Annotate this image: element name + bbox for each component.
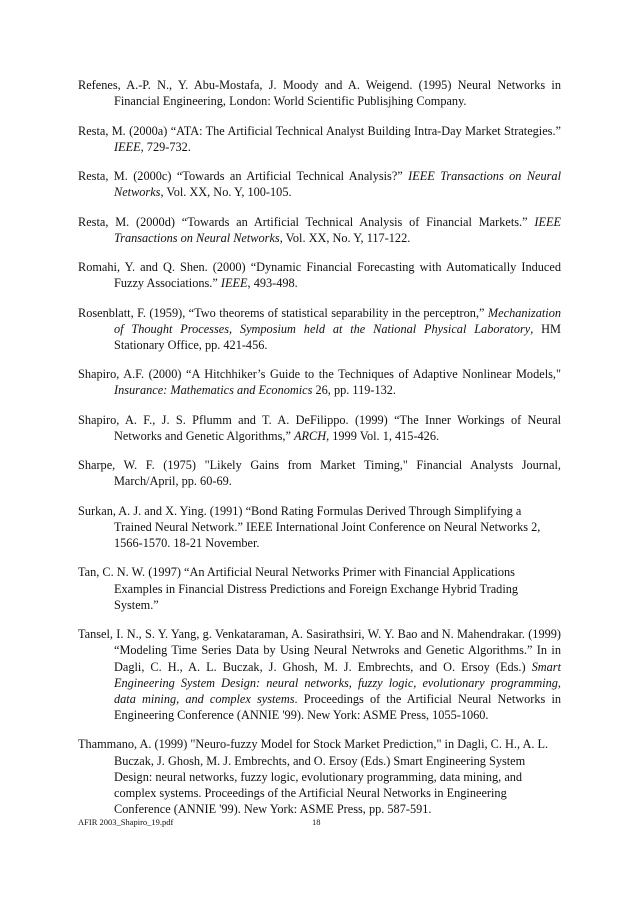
journal-title: IEEE xyxy=(220,276,248,291)
footer-filename: AFIR 2003_Shapiro_19.pdf xyxy=(78,817,174,827)
journal-title: IEEE xyxy=(114,139,141,154)
reference-entry: Surkan, A. J. and X. Ying. (1991) “Bond Rating Formulas Derived Through Simplifying a Trained Neural Network.” IEEE International Joint Conference on Neural Networks 2, 1566-1570. 18-21 November. xyxy=(78,503,541,551)
journal-title: IEEE Transactions on Neural Networks xyxy=(114,214,561,245)
reference-entry: Resta, M. (2000a) “ATA: The Artificial Technical Analyst Building Intra-Day Market Strategies.” IEEE, 729-732. xyxy=(78,123,561,154)
book-title: Smart Engineering System Design: neural networks, fuzzy logic, evolutionary programming, data mining, and complex systems xyxy=(114,659,561,706)
reference-entry: Rosenblatt, F. (1959), “Two theorems of statistical separability in the perceptron,” Mechanization of Thought Processes, Symposium held at the National Physical Laboratory, HM Stationary Office, pp. 421-456. xyxy=(78,305,561,352)
reference-entry: Romahi, Y. and Q. Shen. (2000) “Dynamic Financial Forecasting with Automatically Induced Fuzzy Associations.” IEEE, 493-498. xyxy=(78,260,561,291)
reference-entry: Sharpe, W. F. (1975) "Likely Gains from Market Timing," Financial Analysts Journal, March/April, pp. 60-69. xyxy=(78,458,561,489)
journal-title: IEEE Transactions on Neural Networks xyxy=(114,169,561,200)
reference-entry: Refenes, A.-P. N., Y. Abu-Mostafa, J. Moody and A. Weigend. (1995) Neural Networks in Financial Engineering, London: World Scientific Publisjhing Company. xyxy=(78,78,561,109)
reference-entry: Shapiro, A. F., J. S. Pflumm and T. A. DeFilippo. (1999) “The Inner Workings of Neural Networks and Genetic Algorithms,” ARCH, 1999 Vol. 1, 415-426. xyxy=(78,412,561,443)
reference-entry: Thammano, A. (1999) "Neuro-fuzzy Model for Stock Market Prediction," in Dagli, C. H., A. L. Buczak, J. Ghosh, M. J. Embrechts, and O. Ersoy (Eds.) Smart Engineering System Design: neural networks, fuzzy logic, evolutionary programming, data mining, and complex systems. Proceedings of the Artificial Neural Networks in Engineering Conference (ANNIE '99). New York: ASME Press, pp. 587-591. xyxy=(78,737,549,817)
reference-list xyxy=(78,77,561,831)
reference-entry: Resta, M. (2000c) “Towards an Artificial Technical Analysis?” IEEE Transactions on Neural Networks, Vol. XX, No. Y, 100-105. xyxy=(78,169,561,200)
journal-title: Insurance: Mathematics and Economics xyxy=(114,383,313,398)
reference-entry: Shapiro, A.F. (2000) “A Hitchhiker’s Guide to the Techniques of Adaptive Nonlinear Models," Insurance: Mathematics and Economics 26, pp. 119-132. xyxy=(78,367,561,398)
journal-title: Mechanization of Thought Processes, Symposium held at the National Physical Laboratory xyxy=(114,305,561,336)
reference-entry: Tan, C. N. W. (1997) “An Artificial Neural Networks Primer with Financial Applications Examples in Financial Distress Predictions and Foreign Exchange Hybrid Trading System.” xyxy=(78,565,519,612)
journal-title: ARCH, xyxy=(293,428,330,443)
page-number: 18 xyxy=(312,817,321,827)
reference-entry: Tansel, I. N., S. Y. Yang, g. Venkataraman, A. Sasirathsiri, W. Y. Bao and N. Mahendrakar. (1999) “Modeling Time Series Data by Using Neural Netwroks and Genetic Algorithms.” In in Dagli, C. H., A. L. Buczak, J. Ghosh, M. J. Embrechts, and O. Ersoy (Eds.) Smart Engineering System Design: neural networks, fuzzy logic, evolutionary programming, data mining, and complex systems. Proceedings of the Artificial Neural Networks in Engineering Conference (ANNIE '99). New York: ASME Press, 1055-1060. xyxy=(78,627,562,723)
reference-entry: Resta, M. (2000d) “Towards an Artificial Technical Analysis of Financial Markets.” IEEE Transactions on Neural Networks, Vol. XX, No. Y, 117-122. xyxy=(78,214,561,245)
